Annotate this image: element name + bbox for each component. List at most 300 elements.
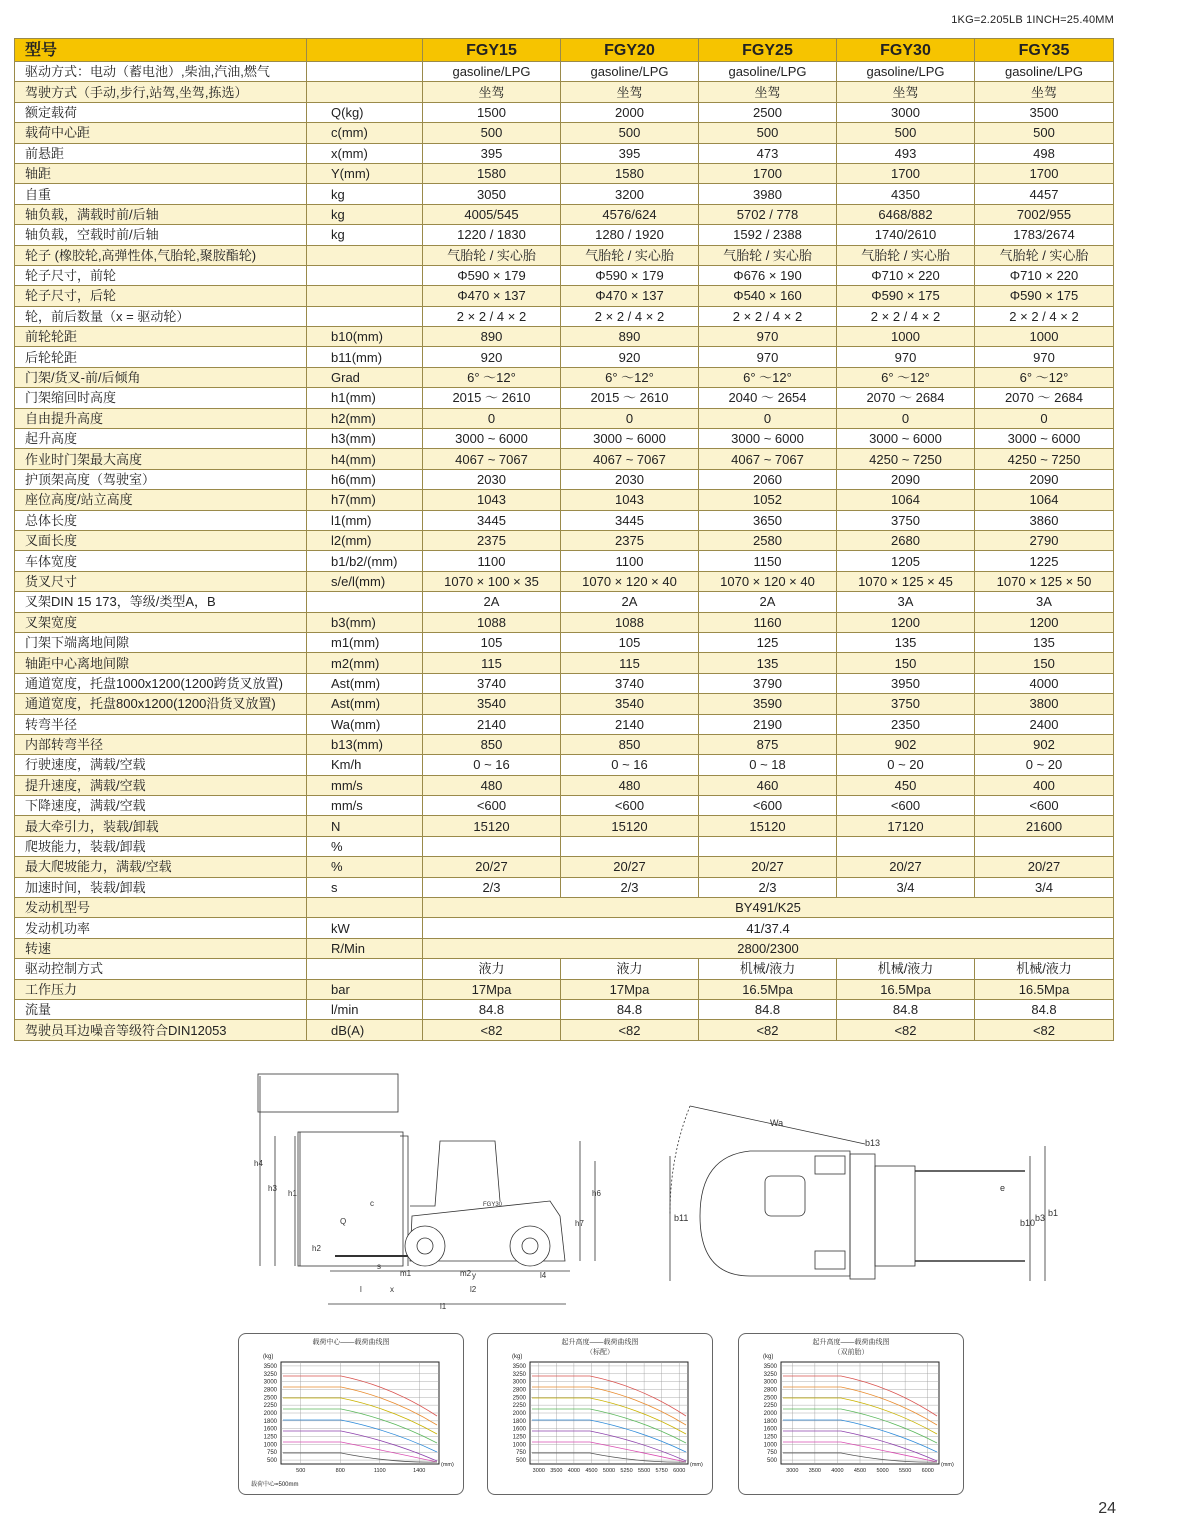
row-unit: N [307,816,423,836]
row-value: 105 [423,632,561,652]
row-value: 395 [561,143,699,163]
row-value: 2015 ～ 2610 [561,388,699,408]
y-tick-label: 2000 [512,1411,526,1417]
dim-label: b3 [1035,1213,1046,1223]
y-tick-label: 1250 [263,1434,277,1441]
row-value: BY491/K25 [423,898,1114,918]
chart-footer: 载荷中心=500mm [251,1482,299,1488]
row-value: 41/37.4 [423,918,1114,938]
load-chart-card [738,1333,964,1495]
row-value: 3050 [423,184,561,204]
row-value: 气胎轮 / 实心胎 [837,245,975,265]
row-value: 4457 [975,184,1114,204]
y-tick-label: 1800 [763,1418,777,1425]
row-value: 6° ～12° [699,367,837,387]
row-unit: Q(kg) [307,102,423,122]
row-value: 0 ~ 16 [561,755,699,775]
table-row [15,673,1114,693]
row-unit: % [307,857,423,877]
table-row [15,571,1114,591]
x-tick-label: 4500 [853,1468,867,1474]
row-value: 3000 [837,102,975,122]
dim-label: h1 [288,1189,297,1198]
dim-label: h2 [312,1244,321,1253]
y-tick-label: 500 [515,1458,526,1465]
row-value: 坐驾 [975,82,1114,102]
row-value: 0 ~ 18 [699,755,837,775]
table-row [15,327,1114,347]
table-row [15,918,1114,938]
table-row [15,816,1114,836]
y-tick-label: 2800 [263,1387,277,1394]
dim-label: m1 [400,1269,412,1278]
table-row [15,612,1114,632]
table-row [15,143,1114,163]
table-row [15,857,1114,877]
row-value: 2 × 2 / 4 × 2 [423,306,561,326]
row-value: 920 [423,347,561,367]
table-row [15,877,1114,897]
table-row [15,632,1114,652]
row-value: 4250 ~ 7250 [837,449,975,469]
row-unit [307,286,423,306]
y-tick-label: 2000 [263,1411,277,1417]
row-value: 480 [423,775,561,795]
row-value: 气胎轮 / 实心胎 [423,245,561,265]
row-value: 890 [423,327,561,347]
row-value: 150 [837,653,975,673]
row-value: 875 [699,734,837,754]
row-unit: kW [307,918,423,938]
row-label: 轮，前后数量（x = 驱动轮） [15,306,307,326]
row-label: 总体长度 [15,510,307,530]
row-value: 2070 ～ 2684 [837,388,975,408]
row-value: 84.8 [975,999,1114,1019]
row-unit: c(mm) [307,123,423,143]
spec-table [14,38,1114,1041]
row-value: <600 [561,796,699,816]
row-value: 3000 ~ 6000 [699,429,837,449]
row-unit [307,265,423,285]
row-label: 作业时门架最大高度 [15,449,307,469]
row-unit: b3(mm) [307,612,423,632]
dim-label: h4 [254,1159,263,1168]
table-row [15,551,1114,571]
row-value: 1580 [423,163,561,183]
y-tick-label: 1250 [512,1434,526,1441]
load-chart [739,1334,963,1494]
x-tick-label: 500 [296,1468,306,1474]
row-value: 液力 [423,959,561,979]
y-tick-label: 2500 [512,1395,526,1402]
row-value: 4350 [837,184,975,204]
row-value: 970 [837,347,975,367]
row-value: 2 × 2 / 4 × 2 [837,306,975,326]
row-value: 20/27 [423,857,561,877]
row-value: 0 ~ 20 [975,755,1114,775]
row-unit [307,245,423,265]
row-value: 4005/545 [423,204,561,224]
x-tick-label: 6000 [921,1468,934,1474]
table-row [15,62,1114,82]
row-value: 3750 [837,510,975,530]
row-label: 护顶架高度（驾驶室） [15,469,307,489]
row-value: Φ676 × 190 [699,265,837,285]
row-label: 前悬距 [15,143,307,163]
row-label: 轮子尺寸，后轮 [15,286,307,306]
row-label: 门架缩回时高度 [15,388,307,408]
row-label: 行驶速度，满载/空载 [15,755,307,775]
row-value: 2090 [837,469,975,489]
row-value: gasoline/LPG [837,62,975,82]
row-value: 1160 [699,612,837,632]
row-unit: Wa(mm) [307,714,423,734]
y-tick-label: 3000 [263,1379,277,1386]
dim-label: h6 [592,1189,601,1198]
row-value: gasoline/LPG [975,62,1114,82]
row-label: 发动机型号 [15,898,307,918]
row-value: 1064 [975,490,1114,510]
row-unit: b13(mm) [307,734,423,754]
row-value: 3650 [699,510,837,530]
row-label: 叉面长度 [15,530,307,550]
row-value: 3000 ~ 6000 [561,429,699,449]
row-label: 车体宽度 [15,551,307,571]
row-value: 1580 [561,163,699,183]
row-value: 20/27 [561,857,699,877]
row-value: 1220 / 1830 [423,225,561,245]
row-label: 额定载荷 [15,102,307,122]
row-value: 115 [423,653,561,673]
row-value: 4576/624 [561,204,699,224]
row-value: 3A [975,592,1114,612]
y-tick-label: 500 [766,1458,777,1465]
row-label: 货叉尺寸 [15,571,307,591]
row-value: 3445 [561,510,699,530]
table-row [15,408,1114,428]
row-value: 20/27 [699,857,837,877]
y-tick-label: 1600 [763,1426,777,1433]
row-value: 坐驾 [423,82,561,102]
row-value: 坐驾 [837,82,975,102]
row-value: 1100 [423,551,561,571]
table-row [15,469,1114,489]
row-unit [307,62,423,82]
table-row [15,490,1114,510]
chart-title: 起升高度——载荷曲线图 [812,1339,890,1346]
row-value: <82 [975,1020,1114,1040]
row-value: 2/3 [423,877,561,897]
row-value: 500 [975,123,1114,143]
row-label: 后轮轮距 [15,347,307,367]
row-value: 473 [699,143,837,163]
table-row [15,979,1114,999]
y-tick-label: 1000 [263,1442,277,1449]
table-row [15,694,1114,714]
row-value: 20/27 [837,857,975,877]
dim-label: b1 [1048,1208,1059,1218]
row-value: gasoline/LPG [699,62,837,82]
row-value: 1200 [975,612,1114,632]
load-chart [239,1334,463,1494]
row-value: 坐驾 [561,82,699,102]
row-value: 2800/2300 [423,938,1114,958]
row-label: 流量 [15,999,307,1019]
y-tick-label: 3500 [263,1363,277,1370]
row-value: 6468/882 [837,204,975,224]
row-value: 115 [561,653,699,673]
row-unit: Grad [307,367,423,387]
row-value [837,836,975,856]
row-value: 3860 [975,510,1114,530]
table-row [15,265,1114,285]
table-row [15,898,1114,918]
row-label: 转弯半径 [15,714,307,734]
row-value: 500 [837,123,975,143]
row-value: <600 [975,796,1114,816]
dim-label: b10 [1020,1218,1036,1228]
row-value: 2790 [975,530,1114,550]
table-row [15,755,1114,775]
row-value: 1070 × 120 × 40 [699,571,837,591]
row-value: 机械/液力 [699,959,837,979]
row-value: Φ540 × 160 [699,286,837,306]
row-value: 6° ～12° [975,367,1114,387]
row-value: 4067 ~ 7067 [561,449,699,469]
row-value: 3/4 [837,877,975,897]
row-value: Φ590 × 179 [561,265,699,285]
row-label: 爬坡能力，装载/卸载 [15,836,307,856]
row-value: 500 [561,123,699,143]
row-value: 7002/955 [975,204,1114,224]
row-value: 1000 [837,327,975,347]
row-value: 0 [423,408,561,428]
row-value: 2A [699,592,837,612]
row-unit: s [307,877,423,897]
table-row [15,82,1114,102]
row-value: 2 × 2 / 4 × 2 [975,306,1114,326]
page-number: 24 [1098,1500,1116,1517]
y-tick-label: 3000 [512,1379,526,1386]
dim-label: h7 [575,1219,584,1228]
x-tick-label: 5000 [602,1468,616,1474]
row-unit: % [307,836,423,856]
y-tick-label: 1800 [263,1418,277,1425]
row-unit: m2(mm) [307,653,423,673]
row-value: 500 [699,123,837,143]
unit-conversion-note: 1KG=2.205LB 1INCH=25.40MM [951,14,1114,26]
row-value: 气胎轮 / 实心胎 [699,245,837,265]
table-row [15,429,1114,449]
row-unit: kg [307,184,423,204]
y-tick-label: 750 [266,1450,277,1457]
row-label: 轴距中心离地间隙 [15,653,307,673]
row-label: 下降速度，满载/空载 [15,796,307,816]
row-value: <600 [423,796,561,816]
dim-label: x [390,1285,394,1294]
row-value: 0 [561,408,699,428]
row-label: 叉架DIN 15 173，等级/类型A，B [15,592,307,612]
table-row [15,102,1114,122]
row-value [561,836,699,856]
y-tick-label: 1800 [512,1418,526,1425]
row-value: 400 [975,775,1114,795]
row-value: 2140 [561,714,699,734]
chart-title: 载荷中心——载荷曲线图 [312,1339,390,1346]
table-row [15,959,1114,979]
row-value: 450 [837,775,975,795]
row-label: 驾驶方式（手动,步行,站驾,坐驾,拣选） [15,82,307,102]
row-unit: dB(A) [307,1020,423,1040]
row-value: 498 [975,143,1114,163]
row-value: 500 [423,123,561,143]
y-tick-label: 1600 [263,1426,277,1433]
row-label: 起升高度 [15,429,307,449]
row-label: 驱动控制方式 [15,959,307,979]
x-tick-label: 3000 [532,1468,545,1474]
y-tick-label: 3250 [512,1371,526,1378]
dim-label: b11 [674,1213,689,1223]
row-value: 2000 [561,102,699,122]
header-unit [307,39,423,62]
row-value: 2680 [837,530,975,550]
x-tick-label: 800 [335,1468,345,1474]
row-value: <600 [699,796,837,816]
row-unit: x(mm) [307,143,423,163]
y-tick-label: 3500 [763,1363,777,1370]
table-row [15,510,1114,530]
row-value: <600 [837,796,975,816]
dim-label: l [360,1285,362,1294]
table-row [15,306,1114,326]
row-value: 3950 [837,673,975,693]
row-value: 坐驾 [699,82,837,102]
y-tick-label: 1250 [763,1434,777,1441]
row-unit: h3(mm) [307,429,423,449]
row-value: 3750 [837,694,975,714]
x-tick-label: 4500 [585,1468,598,1474]
row-value: 1100 [561,551,699,571]
row-value: 5702 / 778 [699,204,837,224]
row-value: 2070 ～ 2684 [975,388,1114,408]
y-tick-label: 2250 [512,1403,526,1410]
row-value: 气胎轮 / 实心胎 [975,245,1114,265]
row-label: 转速 [15,938,307,958]
row-value: Φ710 × 220 [837,265,975,285]
row-value: 3000 ~ 6000 [975,429,1114,449]
row-value: 460 [699,775,837,795]
x-tick-label: 3000 [786,1468,799,1474]
table-row [15,938,1114,958]
y-tick-label: 3250 [263,1371,277,1378]
row-unit [307,82,423,102]
table-row [15,123,1114,143]
top-view-drawing [660,1096,1060,1286]
row-label: 轴负载，空载时前/后轴 [15,225,307,245]
row-value: 84.8 [561,999,699,1019]
y-tick-label: 2800 [512,1387,526,1394]
table-row [15,286,1114,306]
row-value: <82 [561,1020,699,1040]
y-unit: (kg) [763,1354,774,1360]
row-value: 150 [975,653,1114,673]
table-header-row [15,39,1114,62]
row-value: 1070 × 100 × 35 [423,571,561,591]
dim-label: s [377,1262,381,1271]
row-value: 84.8 [699,999,837,1019]
row-value: 3590 [699,694,837,714]
row-unit: kg [307,204,423,224]
row-value: 920 [561,347,699,367]
row-value: 2375 [561,530,699,550]
row-value: 3800 [975,694,1114,714]
row-value: Φ590 × 175 [837,286,975,306]
x-tick-label: 1100 [373,1468,386,1474]
row-value: 1088 [561,612,699,632]
row-unit [307,306,423,326]
table-row [15,449,1114,469]
row-value: 902 [837,734,975,754]
row-unit: mm/s [307,775,423,795]
row-value: 气胎轮 / 实心胎 [561,245,699,265]
x-tick-label: 4000 [567,1468,581,1474]
row-value: <82 [423,1020,561,1040]
row-value: 2400 [975,714,1114,734]
side-view-drawing [250,1066,610,1316]
row-value: 2060 [699,469,837,489]
row-value: 902 [975,734,1114,754]
row-value: 20/27 [975,857,1114,877]
x-tick-label: 5750 [655,1468,668,1474]
row-value: 2375 [423,530,561,550]
row-value: 3445 [423,510,561,530]
row-value: 1052 [699,490,837,510]
table-row [15,204,1114,224]
row-value: 2 × 2 / 4 × 2 [699,306,837,326]
dim-label: e [1000,1183,1006,1193]
row-value: 105 [561,632,699,652]
y-tick-label: 750 [515,1450,526,1457]
row-value: 970 [975,347,1114,367]
row-value: 84.8 [423,999,561,1019]
x-unit: (mm) [690,1462,703,1468]
table-row [15,592,1114,612]
row-value: 850 [423,734,561,754]
x-tick-label: 3500 [550,1468,563,1474]
load-chart-card [238,1333,464,1495]
row-value: 3980 [699,184,837,204]
row-label: 叉架宽度 [15,612,307,632]
row-value: 1070 × 125 × 45 [837,571,975,591]
table-row [15,245,1114,265]
y-tick-label: 3000 [763,1379,777,1386]
model-header: FGY20 [561,39,699,62]
row-label: 加速时间，装载/卸载 [15,877,307,897]
load-chart-card [487,1333,713,1495]
row-label: 门架下端离地间隙 [15,632,307,652]
row-value: 1070 × 120 × 40 [561,571,699,591]
row-value: 2A [423,592,561,612]
x-tick-label: 5500 [899,1468,912,1474]
row-value: 2 × 2 / 4 × 2 [561,306,699,326]
y-tick-label: 2800 [763,1387,777,1394]
row-unit: l/min [307,999,423,1019]
table-row [15,999,1114,1019]
row-unit: b10(mm) [307,327,423,347]
truck-badge: FGY30 [483,1202,503,1208]
y-unit: (kg) [263,1354,274,1360]
row-value: 3/4 [975,877,1114,897]
